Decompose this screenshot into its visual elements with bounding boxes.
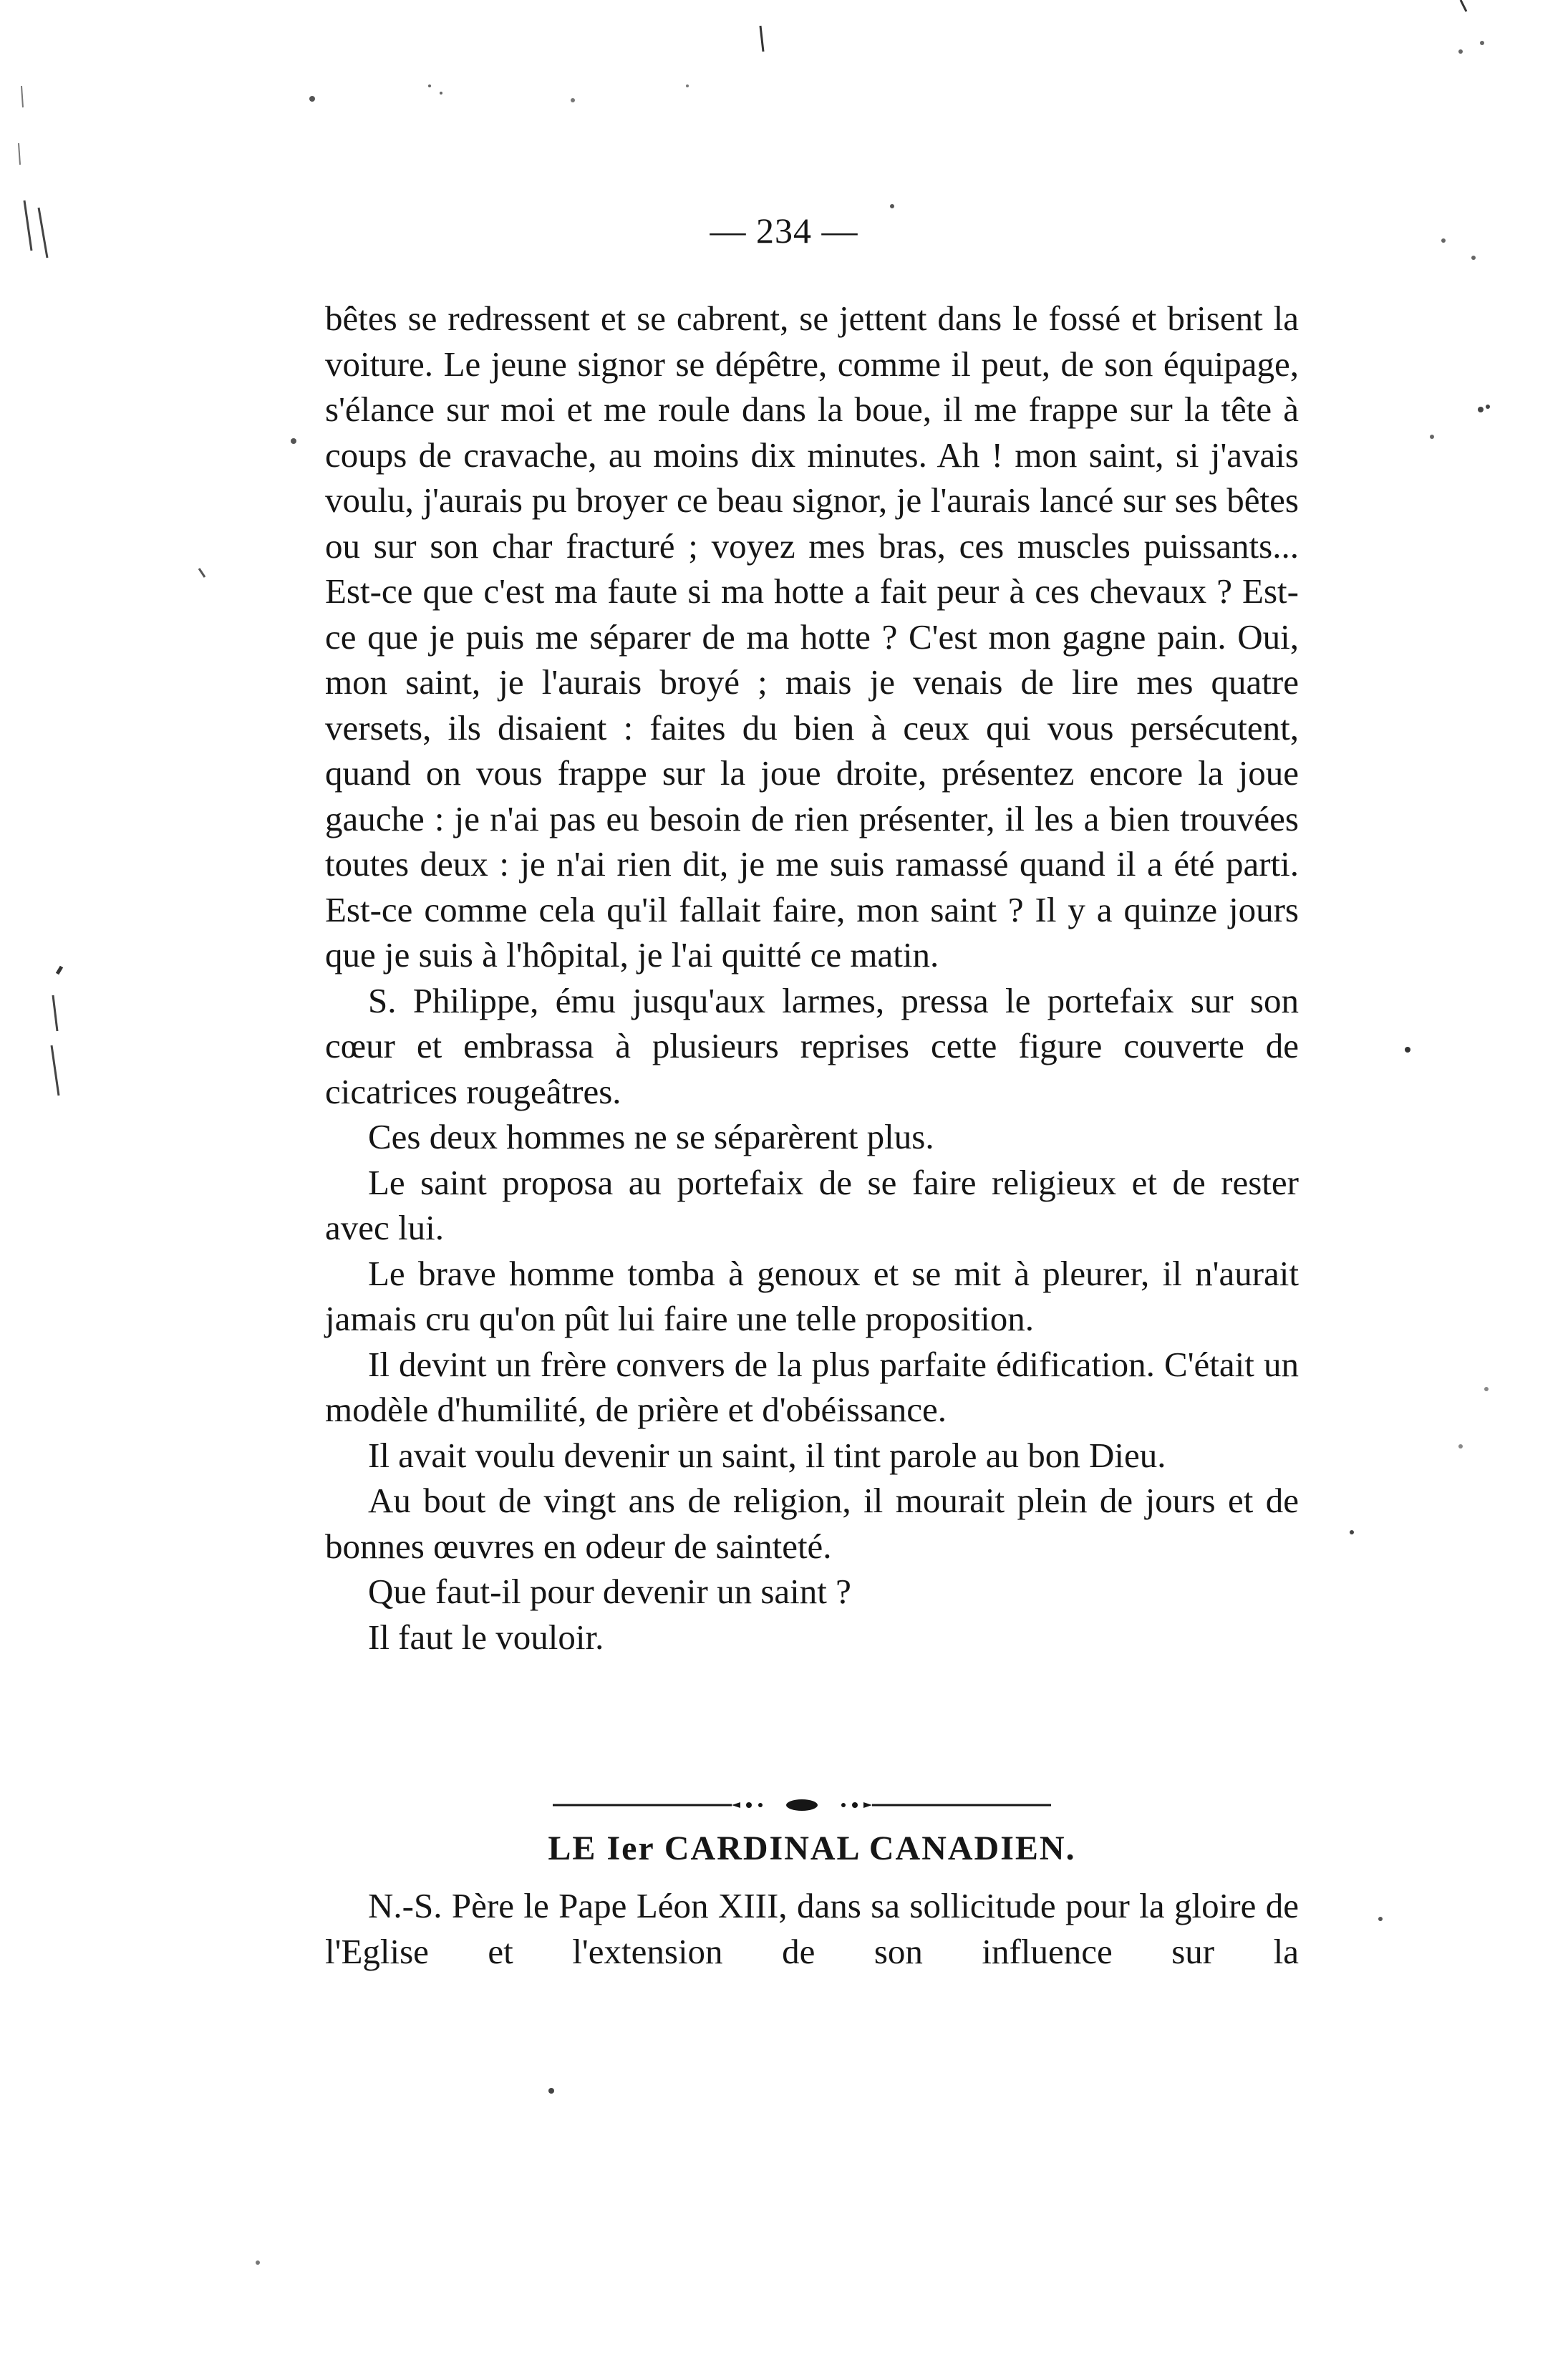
paragraph: Au bout de vingt ans de religion, il mourait plein de jours et de bonnes œuvres en odeur de sainteté. — [325, 1481, 1299, 1566]
paragraph-continuation: bêtes se redressent et se cabrent, se jettent dans le fossé et brisent la voiture. Le jeune signor se dépêtre, comme il peut, de son équipage, s'élance sur moi et me roule dans la boue, il me frappe sur la tête à coups de cravache, au moins dix minutes. Ah ! mon saint, si j'avais voulu, j'aurais pu broyer ce beau signor, je l'aurais lancé sur ses bêtes ou sur son char fracturé ; voyez mes bras, ces muscles puissants... Est-ce que c'est ma faute si ma hotte a fait peur à ces chevaux ? Est-ce que je puis me séparer de ma hotte ? C'est mon gagne pain. Oui, mon saint, je l'aurais broyé ; mais je venais de lire mes quatre versets, ils disaient : faites du bien à ceux qui vous persécutent, quand on vous frappe sur la joue droite, présentez encore la joue gauche : je n'ai pas eu besoin de rien présenter, il les a bien trouvées toutes deux : je n'ai rien dit, je me suis ramassé quand il a été parti. Est-ce comme cela qu'il fallait faire, mon saint ? Il y a quinze jours que je suis à l'hôpital, je l'ai quitté ce matin. — [325, 299, 1299, 975]
paragraph: Il devint un frère convers de la plus parfaite édification. C'était un modèle d'humilité, de prière et d'obéissance. — [325, 1344, 1299, 1429]
paragraph: S. Philippe, ému jusqu'aux larmes, pressa le portefaix sur son cœur et embrassa à plusieurs reprises cette figure couverte de cicatrices rougeâtres. — [325, 980, 1299, 1111]
section-heading: LE Ier CARDINAL CANADIEN. — [548, 1829, 1076, 1867]
paragraph: Que faut-il pour devenir un saint ? — [368, 1572, 851, 1611]
paragraph: Il faut le vouloir. — [368, 1617, 604, 1657]
paragraph: Ces deux hommes ne se séparèrent plus. — [368, 1117, 934, 1156]
ornamental-divider — [553, 1798, 1051, 1812]
paragraph: N.-S. Père le Pape Léon XIII, dans sa sollicitude pour la gloire de l'Eglise et l'extension de son influence sur la — [325, 1886, 1299, 1971]
body-text — [325, 296, 1299, 1660]
paragraph: Le saint proposa au portefaix de se faire religieux et de rester avec lui. — [325, 1162, 1299, 1247]
page-number: — 234 — — [710, 211, 858, 251]
paragraph: Le brave homme tomba à genoux et se mit à pleurer, il n'aurait jamais cru qu'on pût lui faire une telle proposition. — [325, 1253, 1299, 1338]
section-text — [325, 1883, 1299, 1974]
paragraph: Il avait voulu devenir un saint, il tint parole au bon Dieu. — [368, 1435, 1166, 1475]
